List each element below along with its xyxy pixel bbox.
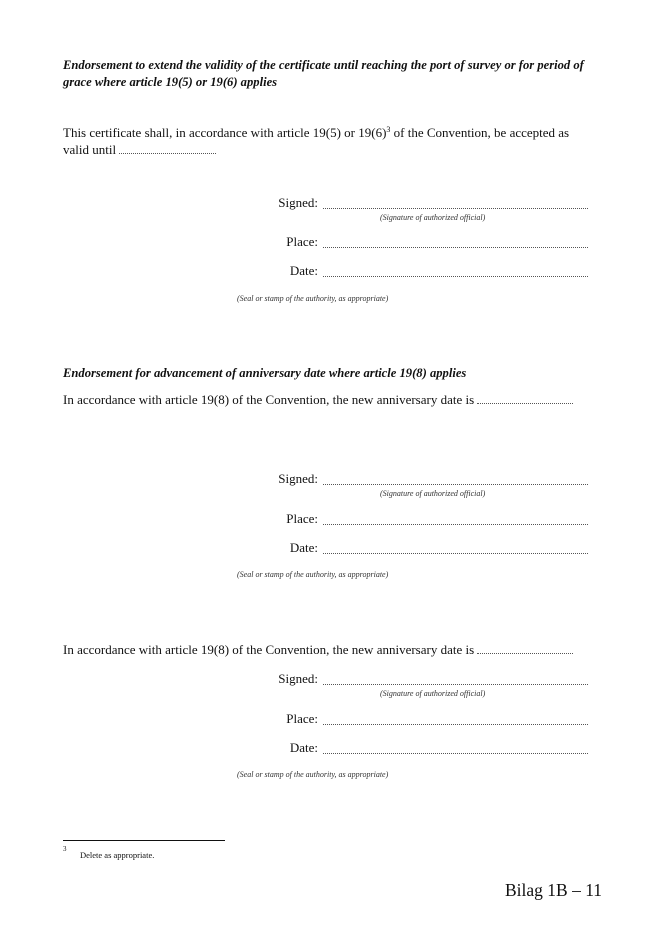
section3-text: In accordance with article 19(8) of the Convention, the new anniversary date is (63, 642, 478, 657)
footnote-reference[interactable]: 3 (386, 125, 391, 134)
section1-heading: Endorsement to extend the validity of the certificate until reaching the port of survey or for period of grace where article 19(5) or 19(6) applies (63, 58, 584, 89)
place-label: Place: (286, 511, 318, 526)
anniversary-date-field[interactable] (477, 393, 573, 404)
section1-signed-row (240, 193, 588, 211)
place-field[interactable] (323, 236, 588, 248)
date-label: Date: (289, 263, 318, 278)
section1-paragraph (63, 124, 593, 158)
place-field[interactable] (323, 513, 588, 525)
signed-field[interactable] (323, 197, 588, 209)
signed-label: Signed: (278, 671, 318, 686)
signed-field[interactable] (323, 673, 588, 685)
date-field[interactable] (323, 542, 588, 554)
seal-caption: (Seal or stamp of the authority, as appropriate) (237, 570, 389, 579)
place-label: Place: (286, 234, 318, 249)
date-label: Date: (289, 740, 318, 755)
signed-label: Signed: (278, 471, 318, 486)
section3-signed-row (240, 669, 588, 687)
signed-label: Signed: (278, 195, 318, 210)
signature-caption: (Signature of authorized official) (380, 489, 486, 498)
section2-place-row (240, 509, 588, 527)
section3-place-row (240, 709, 588, 727)
date-field[interactable] (323, 265, 588, 277)
section2-paragraph (63, 391, 593, 408)
signature-caption: (Signature of authorized official) (380, 689, 486, 698)
place-field[interactable] (323, 713, 588, 725)
section3-date-row (240, 738, 588, 756)
signed-field[interactable] (323, 473, 588, 485)
section1-text-end: of the Convention, be accepted as valid until (63, 125, 570, 157)
section2-date-row (240, 538, 588, 556)
place-label: Place: (286, 711, 318, 726)
seal-caption: (Seal or stamp of the authority, as appropriate) (237, 294, 389, 303)
section1-place-row (240, 232, 588, 250)
section2-heading: Endorsement for advancement of anniversary date where article 19(8) applies (63, 366, 467, 380)
valid-until-field[interactable] (119, 143, 216, 154)
section1-date-row (240, 261, 588, 279)
section2-text: In accordance with article 19(8) of the Convention, the new anniversary date is (63, 392, 478, 407)
section3-paragraph (63, 641, 593, 658)
date-field[interactable] (323, 742, 588, 754)
date-label: Date: (289, 540, 318, 555)
seal-caption: (Seal or stamp of the authority, as appropriate) (237, 770, 389, 779)
anniversary-date-field[interactable] (477, 643, 573, 654)
footnote-separator (63, 840, 225, 841)
page-number: Bilag 1B – 11 (505, 880, 603, 900)
section1-text-start: This certificate shall, in accordance with article 19(5) or 19(6) (63, 125, 387, 140)
footnote-number: 3 (63, 845, 67, 853)
section2-signed-row (240, 469, 588, 487)
signature-caption: (Signature of authorized official) (380, 213, 486, 222)
footnote-text: Delete as appropriate. (80, 850, 155, 860)
